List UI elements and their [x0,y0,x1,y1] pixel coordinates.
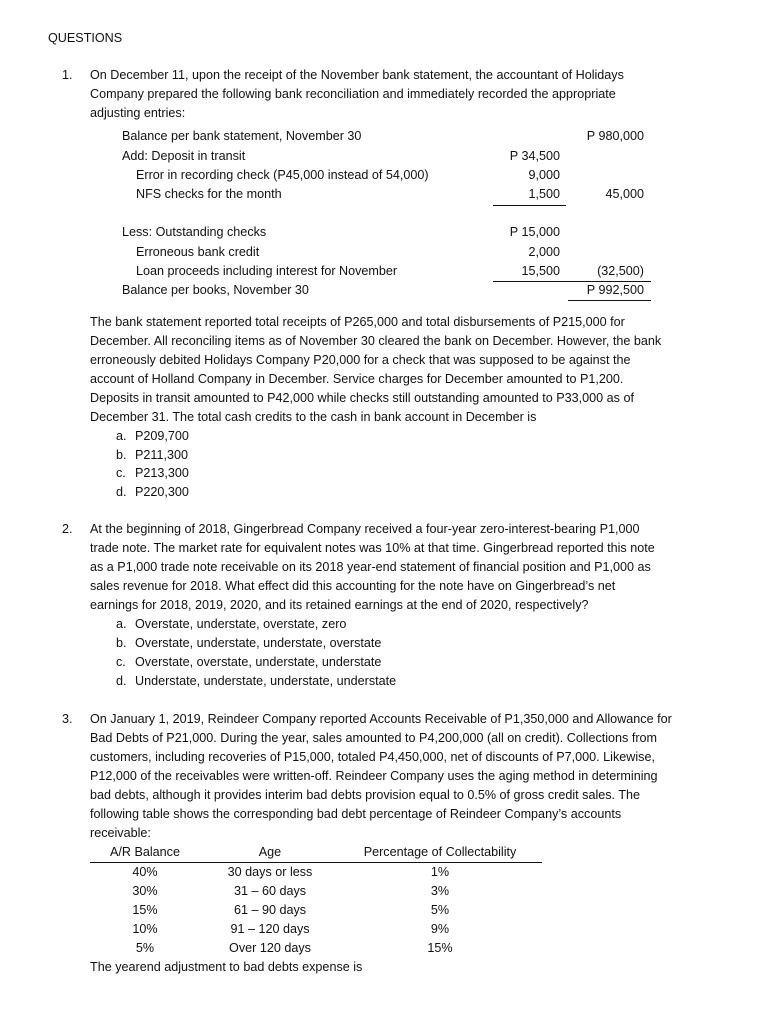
table-cell: 5% [430,903,450,917]
option-letter: d. [116,674,127,688]
q2-body-line: At the beginning of 2018, Gingerbread Company received a four-year zero-interest-bearing P1,000 [90,522,640,536]
column-header: Age [258,845,282,859]
underline [493,205,566,206]
option-text: P211,300 [135,448,188,462]
q1-body-line: Deposits in transit amounted to P42,000 while checks still outstanding amounted to P33,000 as of [90,391,634,405]
table-cell: 61 – 90 days [233,903,307,917]
q3-body-line: following table shows the corresponding bad debt percentage of Reindeer Company’s accounts [90,807,622,821]
q3-body-line: receivable: [90,826,151,840]
question-number: 3. [62,712,73,726]
table-cell: Over 120 days [229,941,311,955]
recon-amount: 9,000 [528,168,560,182]
q1-body-line: erroneously debited Holidays Company P20,000 for a check that was supposed to be against the [90,353,631,367]
q3-body-line: P12,000 of the receivables were written-off. Reindeer Company uses the aging method in determining [90,769,658,783]
table-cell: 5% [135,941,155,955]
recon-total: (32,500) [597,264,644,278]
option-letter: a. [116,617,127,631]
recon-total: P 980,000 [586,129,644,143]
recon-label: Error in recording check (P45,000 instead of 54,000) [136,168,429,182]
q3-body-line: bad debts, although it provides interim bad debts provision equal to 0.5% of gross credit sales. The [90,788,641,802]
recon-label: Erroneous bank credit [136,245,260,259]
column-header: A/R Balance [109,845,180,859]
table-cell: 9% [430,922,450,936]
table-cell: 1% [430,865,450,879]
option-text: Overstate, understate, understate, overstate [135,636,382,650]
q2-body-line: as a P1,000 trade note receivable on its 2018 year-end statement of financial position and P1,000 as [90,560,651,574]
q3-body-line: Bad Debts of P21,000. During the year, sales amounted to P4,200,000 (all on credit). Collections from [90,731,658,745]
q3-body-line: On January 1, 2019, Reindeer Company reported Accounts Receivable of P1,350,000 and Allowance for [90,712,672,726]
option-letter: c. [116,466,126,480]
recon-amount: P 34,500 [509,149,560,163]
underline [568,300,651,301]
table-cell: 3% [430,884,450,898]
q1-intro-line: adjusting entries: [90,106,186,120]
option-text: P209,700 [135,429,189,443]
recon-label: Balance per bank statement, November 30 [122,129,362,143]
recon-label: Add: Deposit in transit [122,149,246,163]
q2-body-line: trade note. The market rate for equivalent notes was 10% at that time. Gingerbread reported this note [90,541,655,555]
q2-body-line: earnings for 2018, 2019, 2020, and its retained earnings at the end of 2020, respectively? [90,598,589,612]
recon-amount: 1,500 [528,187,560,201]
option-text: Overstate, overstate, understate, understate [135,655,382,669]
column-header: Percentage of Collectability [363,845,517,859]
option-text: P213,300 [135,466,189,480]
recon-label: NFS checks for the month [136,187,282,201]
question-number: 2. [62,522,73,536]
recon-total: 45,000 [605,187,644,201]
option-letter: a. [116,429,127,443]
q3-body-line: customers, including recoveries of P15,000, totaled P4,450,000, net of discounts of P7,000. Likewise, [90,750,655,764]
table-cell: 10% [132,922,158,936]
table-cell: 15% [132,903,158,917]
q1-body-line: The bank statement reported total receipts of P265,000 and total disbursements of P215,000 for [90,315,625,329]
table-cell: 31 – 60 days [233,884,307,898]
recon-label: Balance per books, November 30 [122,283,309,297]
section-heading: QUESTIONS [48,31,123,45]
option-letter: d. [116,485,127,499]
option-text: Understate, understate, understate, understate [135,674,397,688]
q3-closing: The yearend adjustment to bad debts expense is [90,960,363,974]
recon-total: P 992,500 [586,283,644,297]
table-cell: 91 – 120 days [230,922,310,936]
recon-amount: P 15,000 [509,225,560,239]
q1-body-line: December 31. The total cash credits to the cash in bank account in December is [90,410,537,424]
option-text: P220,300 [135,485,189,499]
table-cell: 30 days or less [227,865,313,879]
option-letter: b. [116,448,127,462]
recon-label: Loan proceeds including interest for November [136,264,398,278]
q1-body-line: December. All reconciling items as of November 30 cleared the bank on December. However, the bank [90,334,662,348]
recon-amount: 15,500 [521,264,560,278]
option-letter: b. [116,636,127,650]
recon-amount: 2,000 [528,245,560,259]
q2-body-line: sales revenue for 2018. What effect did this accounting for the note have on Gingerbread’s net [90,579,616,593]
q1-body-line: account of Holland Company in December. Service charges for December amounted to P1,200. [90,372,624,386]
recon-label: Less: Outstanding checks [122,225,267,239]
option-letter: c. [116,655,126,669]
table-cell: 40% [132,865,158,879]
table-cell: 30% [132,884,158,898]
table-cell: 15% [427,941,453,955]
q1-intro-line: Company prepared the following bank reconciliation and immediately recorded the appropriate [90,87,616,101]
question-number: 1. [62,68,73,82]
q1-intro-line: On December 11, upon the receipt of the November bank statement, the accountant of Holidays [90,68,624,82]
option-text: Overstate, understate, overstate, zero [135,617,347,631]
